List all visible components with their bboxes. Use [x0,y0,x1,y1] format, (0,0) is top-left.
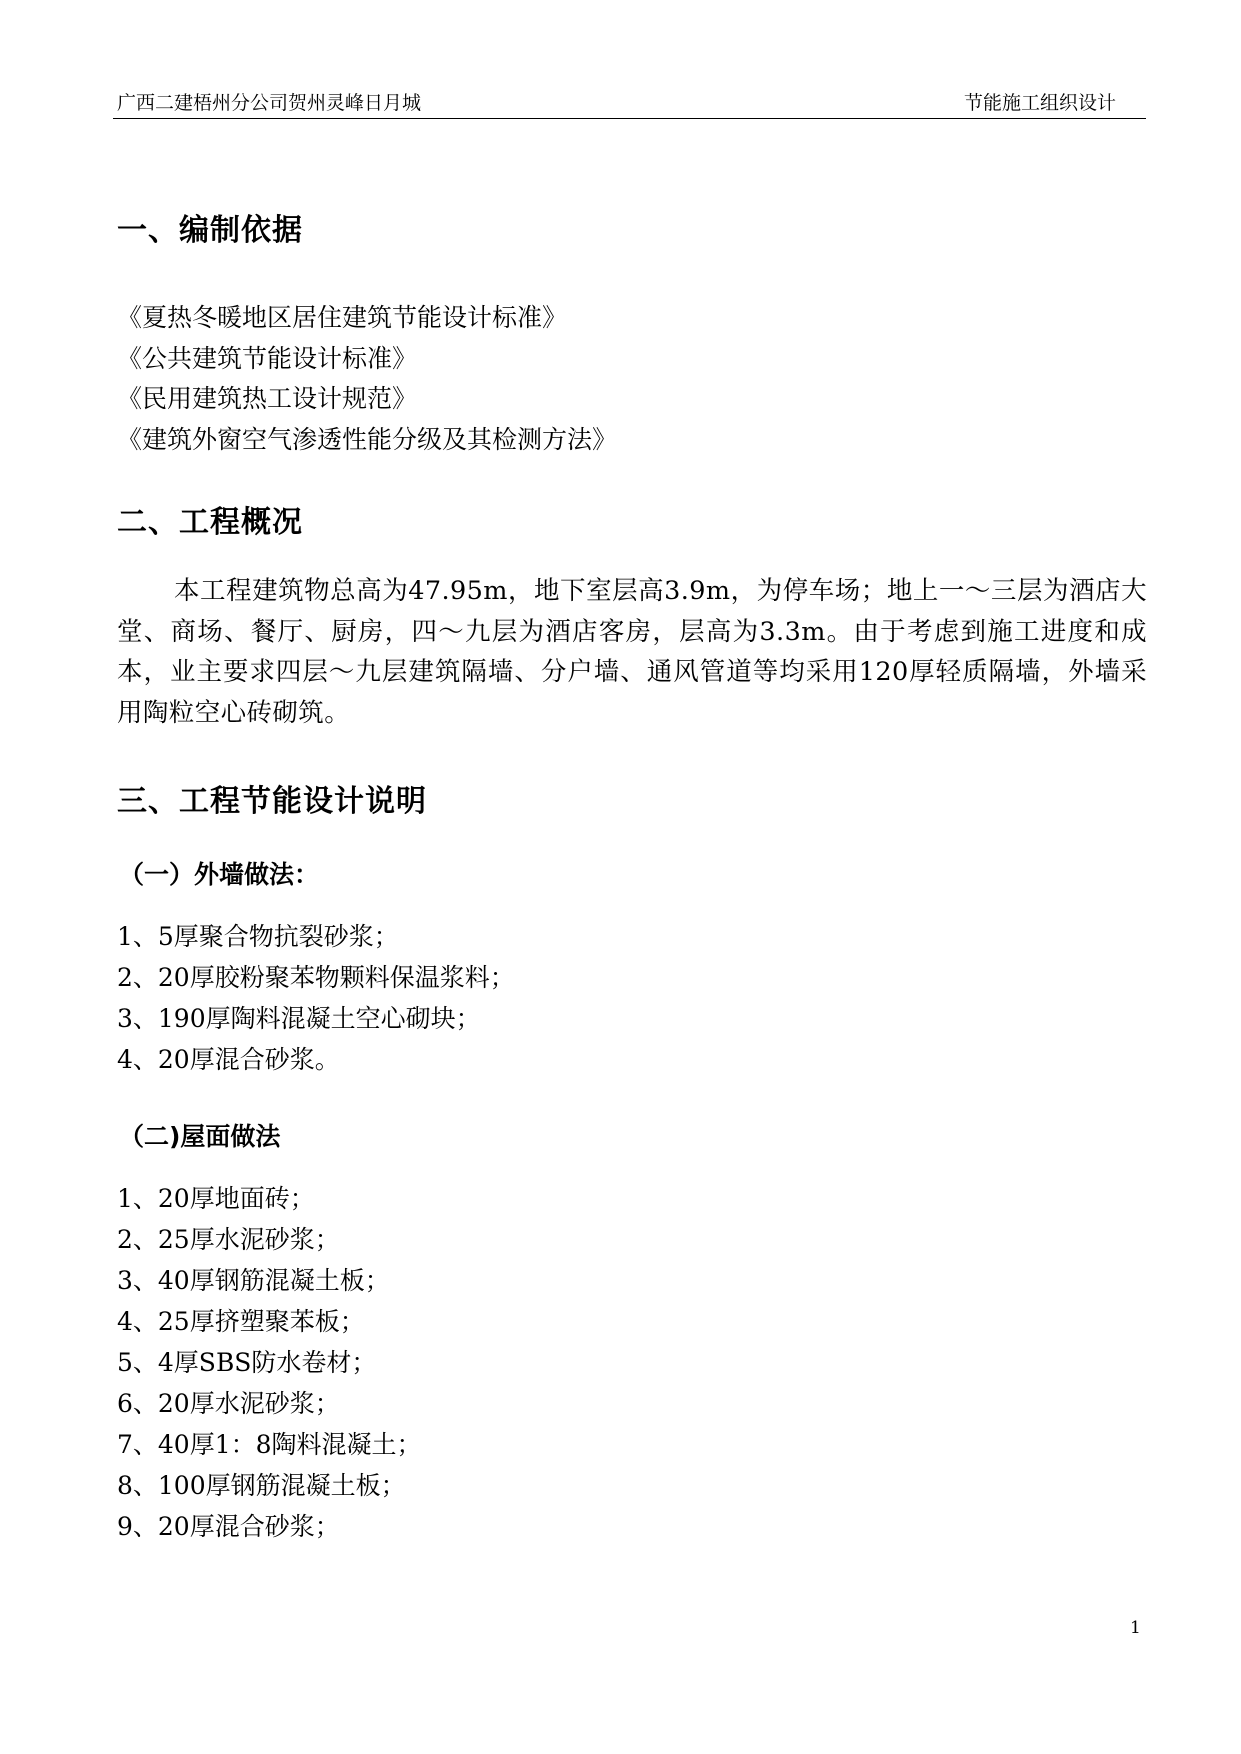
page-number: 1 [1130,1618,1141,1638]
header-doc-title: 节能施工组织设计 [963,92,1116,114]
page-header [113,86,1146,119]
roof-item-2: 2、25厚水泥砂浆； [117,1225,340,1254]
section-1-title: 一、编制依据 [117,213,303,248]
roof-item-6: 6、20厚水泥砂浆； [117,1389,340,1418]
exterior-wall-item-4: 4、20厚混合砂浆。 [117,1045,340,1074]
roof-item-3: 3、40厚钢筋混凝土板； [117,1266,390,1295]
roof-item-7: 7、40厚1：8陶料混凝土； [117,1430,422,1459]
roof-item-5: 5、4厚SBS防水卷材； [117,1348,377,1377]
exterior-wall-item-1: 1、5厚聚合物抗裂砂浆； [117,922,399,951]
reference-2: 《公共建筑节能设计标准》 [117,344,418,373]
subsection-roof-title: （二)屋面做法 [119,1122,281,1151]
roof-item-1: 1、20厚地面砖； [117,1184,315,1213]
exterior-wall-item-2: 2、20厚胶粉聚苯物颗料保温浆料； [117,963,515,992]
reference-3: 《民用建筑热工设计规范》 [117,384,418,413]
project-overview-paragraph: 本工程建筑物总高为47.95m，地下室层高3.9m，为停车场；地上一～三层为酒店大堂、商场、餐厅、厨房，四～九层为酒店客房，层高为3.3m。由于考虑到施工进度和成本，业主要求四层～九层建筑隔墙、分户墙、通风管道等均采用120厚轻质隔墙，外墙采用陶粒空心砖砌筑。 [117,576,1147,728]
roof-item-8: 8、100厚钢筋混凝土板； [117,1471,406,1500]
exterior-wall-item-3: 3、190厚陶料混凝土空心砌块； [117,1004,481,1033]
section-3-title: 三、工程节能设计说明 [117,784,427,819]
header-company: 广西二建梧州分公司贺州灵峰日月城 [117,92,422,114]
subsection-exterior-wall-title: （一）外墙做法： [119,860,320,889]
reference-1: 《夏热冬暖地区居住建筑节能设计标准》 [117,303,568,332]
roof-item-4: 4、25厚挤塑聚苯板； [117,1307,365,1336]
section-2-title: 二、工程概况 [117,505,303,540]
reference-4: 《建筑外窗空气渗透性能分级及其检测方法》 [117,425,618,454]
roof-item-9: 9、20厚混合砂浆； [117,1512,340,1541]
